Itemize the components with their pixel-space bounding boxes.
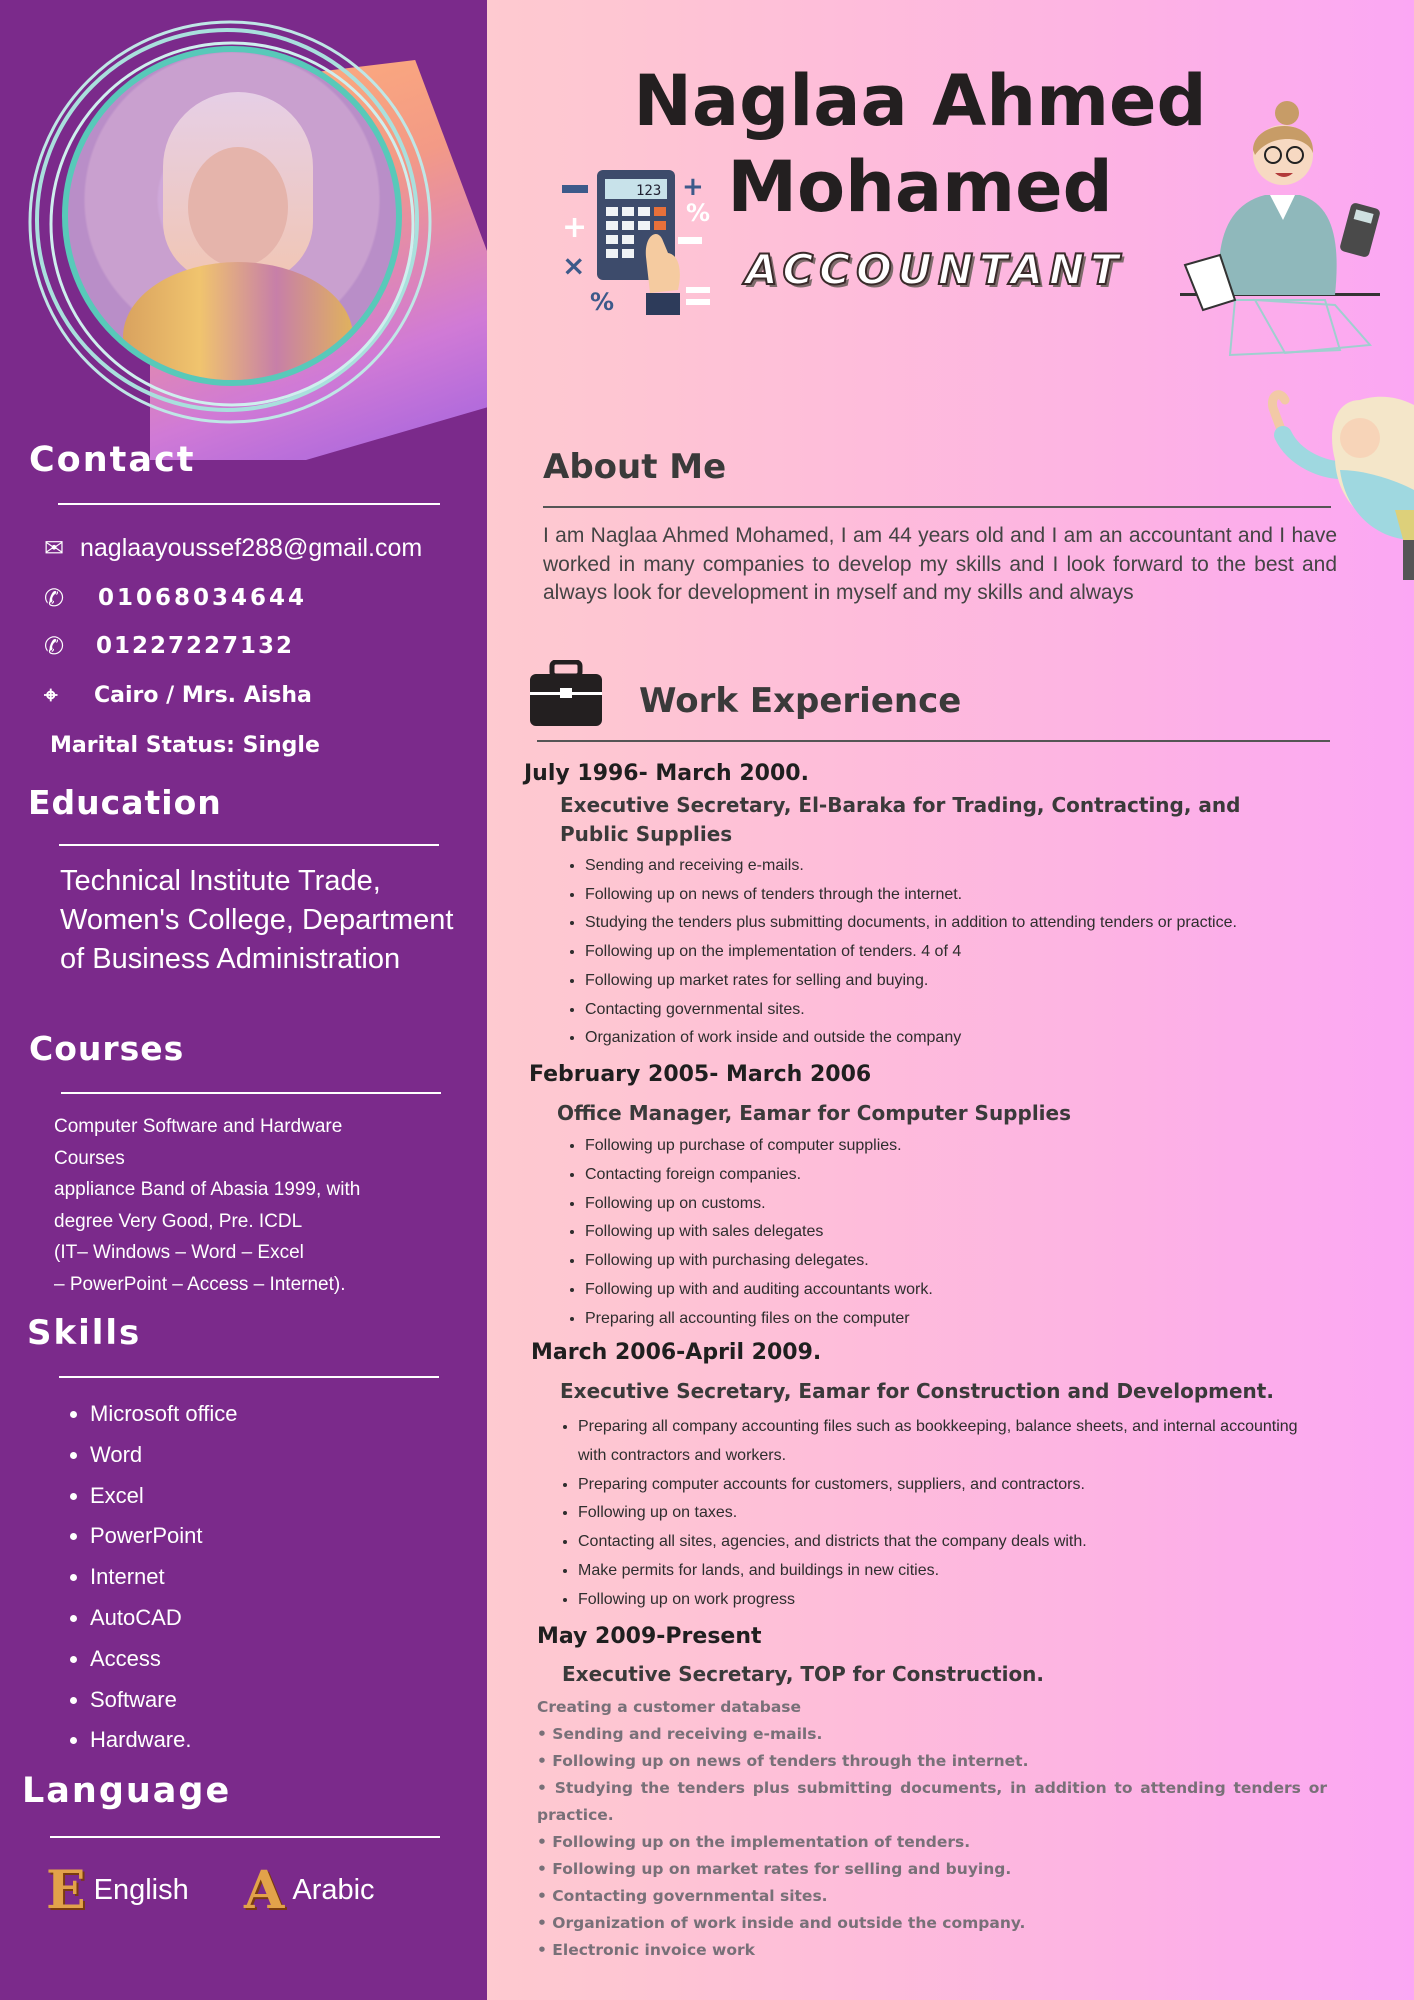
phone-icon: ✆ (44, 584, 68, 612)
profile-photo (62, 46, 402, 386)
course-line: (IT– Windows – Word – Excel (54, 1242, 304, 1263)
duty-line: Creating a customer database (537, 1698, 802, 1716)
course-line: appliance Band of Abasia 1999, with (54, 1179, 361, 1200)
duty-item: • Contacting foreign companies. (585, 1161, 1385, 1190)
marital-text: Marital Status: Single (50, 733, 320, 758)
calculator-illustration (560, 165, 730, 330)
courses-heading: Courses (29, 1029, 185, 1068)
sidebar (0, 0, 487, 2000)
course-line: – PowerPoint – Access – Internet). (54, 1273, 346, 1295)
work-heading: Work Experience (639, 681, 962, 721)
skill-item: • PowerPoint (90, 1516, 238, 1557)
phone2-text[interactable]: 01227227132 (96, 633, 295, 659)
job-title-line-1: Executive Secretary, TOP for Construction. (562, 1662, 1045, 1686)
duty-line: • Organization of work inside and outside the company. (537, 1914, 1026, 1932)
about-text: I am Naglaa Ahmed Mohamed, I am 44 years old and I am an accountant and I have worked in many companies to develop my skills and I look forward to the best and always look for development in myself and my skills and always (543, 524, 1337, 604)
duty-item: • Preparing computer accounts for customers, suppliers, and contractors. (578, 1471, 1298, 1500)
skill-item: • Word (90, 1435, 238, 1476)
job-period: July 1996- March 2000. (524, 761, 809, 786)
duty-item: • Following up on taxes. (578, 1499, 1298, 1528)
contact-phone-2 (44, 632, 294, 660)
skill-item: • Access (90, 1639, 238, 1680)
duty-line: • Sending and receiving e-mails. (537, 1725, 823, 1743)
briefcase-icon (528, 660, 604, 728)
duty-line: • Following up on the implementation of tenders. (537, 1833, 971, 1851)
job-title-line-1: Executive Secretary, El-Baraka for Trading, Contracting, and (560, 793, 1241, 817)
email-icon: ✉ (44, 535, 65, 562)
skill-item: • Software (90, 1680, 238, 1721)
duty-line: • Contacting governmental sites. (537, 1887, 828, 1905)
job-period: March 2006-April 2009. (531, 1340, 822, 1365)
about-divider (543, 506, 1331, 508)
skill-item: • Hardware. (90, 1720, 238, 1761)
duty-item: • Following up on customs. (585, 1190, 1385, 1219)
skills-divider (59, 1376, 439, 1378)
duty-line: • Following up on news of tenders through the internet. (537, 1752, 1029, 1770)
language-divider (50, 1836, 440, 1838)
course-line: degree Very Good, Pre. ICDL (54, 1210, 303, 1232)
duty-item: • Studying the tenders plus submitting documents, in addition to attending tenders or practice. (585, 909, 1385, 938)
job-role: ACCOUNTANT (745, 245, 1125, 294)
language-arabic (244, 1860, 375, 1921)
job-duties (554, 1413, 1298, 1615)
duty-item: • Contacting governmental sites. (585, 996, 1385, 1025)
job-title-line-1: Office Manager, Eamar for Computer Supplies (557, 1101, 1071, 1125)
skills-list (54, 1394, 238, 1761)
job-title-line-1: Executive Secretary, Eamar for Construction and Development. (560, 1379, 1274, 1403)
language-name: Arabic (292, 1874, 375, 1906)
job-title (560, 1377, 1274, 1406)
duty-line: • Following up on market rates for selling and buying. (537, 1860, 1012, 1878)
duty-item: • Following up with purchasing delegates. (585, 1247, 1385, 1276)
job-duties (561, 852, 1385, 1053)
job-title (562, 1660, 1044, 1689)
duty-item: • Contacting all sites, agencies, and districts that the company deals with. (578, 1528, 1298, 1557)
language-glyph-a: A (244, 1860, 285, 1921)
duty-item: • Following up purchase of computer supplies. (585, 1132, 1385, 1161)
work-divider (537, 740, 1330, 742)
svg-text:123: 123 (636, 183, 662, 199)
svg-text:×: × (562, 249, 586, 282)
language-glyph-e: E (46, 1860, 86, 1921)
education-heading: Education (28, 783, 222, 822)
job-duties (561, 1132, 1385, 1334)
skill-item: • Excel (90, 1476, 238, 1517)
duty-item: • Make permits for lands, and buildings in new cities. (578, 1557, 1298, 1586)
duty-item: • Following up with sales delegates (585, 1218, 1385, 1247)
location-icon: ⌖ (44, 681, 58, 709)
duty-item: • Following up on work progress (578, 1586, 1298, 1615)
email-text[interactable]: naglaayoussef288@gmail.com (80, 534, 423, 562)
job-title (557, 1099, 1071, 1128)
duty-item: • Following up on news of tenders through the internet. (585, 881, 1385, 910)
job-title (560, 791, 1240, 849)
name-line-1: Naglaa Ahmed (633, 60, 1207, 142)
phone-icon: ✆ (44, 632, 67, 660)
skill-item: • Internet (90, 1557, 238, 1598)
job-duties-plain (537, 1694, 1327, 1964)
job-period: May 2009-Present (537, 1624, 762, 1649)
language-heading: Language (22, 1771, 232, 1811)
skill-item: • Microsoft office (90, 1394, 238, 1435)
language-name: English (93, 1874, 189, 1906)
job-period: February 2005- March 2006 (529, 1062, 872, 1087)
name-line-2: Mohamed (727, 146, 1113, 228)
photo-face (188, 147, 288, 267)
duty-line: • Electronic invoice work (537, 1941, 755, 1959)
svg-text:%: % (590, 288, 615, 316)
svg-text:+: + (562, 210, 588, 245)
svg-text:%: % (686, 199, 711, 227)
contact-heading: Contact (29, 440, 196, 480)
skills-heading: Skills (27, 1313, 142, 1353)
duty-item: • Following up with and auditing accountants work. (585, 1276, 1385, 1305)
duty-item: • Following up on the implementation of tenders. 4 of 4 (585, 938, 1385, 967)
education-text: Technical Institute Trade, Women's College, Department of Business Administration (60, 865, 454, 975)
duty-item: • Following up market rates for selling and buying. (585, 967, 1385, 996)
courses-divider (61, 1092, 441, 1094)
duty-line: • Studying the tenders plus submitting documents, in addition to attending tenders or practice. (537, 1779, 1327, 1824)
phone1-text[interactable]: 01068034644 (98, 585, 308, 611)
education-divider (59, 844, 439, 846)
svg-text:+: + (682, 172, 704, 202)
contact-email (44, 534, 422, 563)
contact-address (44, 681, 312, 709)
courses-text (54, 1111, 434, 1300)
duty-item: • Preparing all accounting files on the computer (585, 1305, 1385, 1334)
about-heading: About Me (543, 447, 727, 487)
contact-phone-1 (44, 584, 307, 612)
duty-item: • Organization of work inside and outside the company (585, 1024, 1385, 1053)
accountant-woman-illustration (1175, 95, 1385, 360)
address-text: Cairo / Mrs. Aisha (94, 682, 312, 708)
skill-item: • AutoCAD (90, 1598, 238, 1639)
photo-scarf (123, 262, 353, 386)
duty-item: • Preparing all company accounting files such as bookkeeping, balance sheets, and internal accounting with contractors and workers. (578, 1413, 1298, 1471)
language-english (46, 1860, 189, 1921)
course-line: Computer Software and Hardware (54, 1116, 343, 1137)
contact-divider (58, 503, 440, 505)
marital-status (50, 733, 320, 758)
course-line: Courses (54, 1147, 125, 1169)
duty-item: • Sending and receiving e-mails. (585, 852, 1385, 881)
job-title-line-2: Public Supplies (560, 822, 733, 846)
